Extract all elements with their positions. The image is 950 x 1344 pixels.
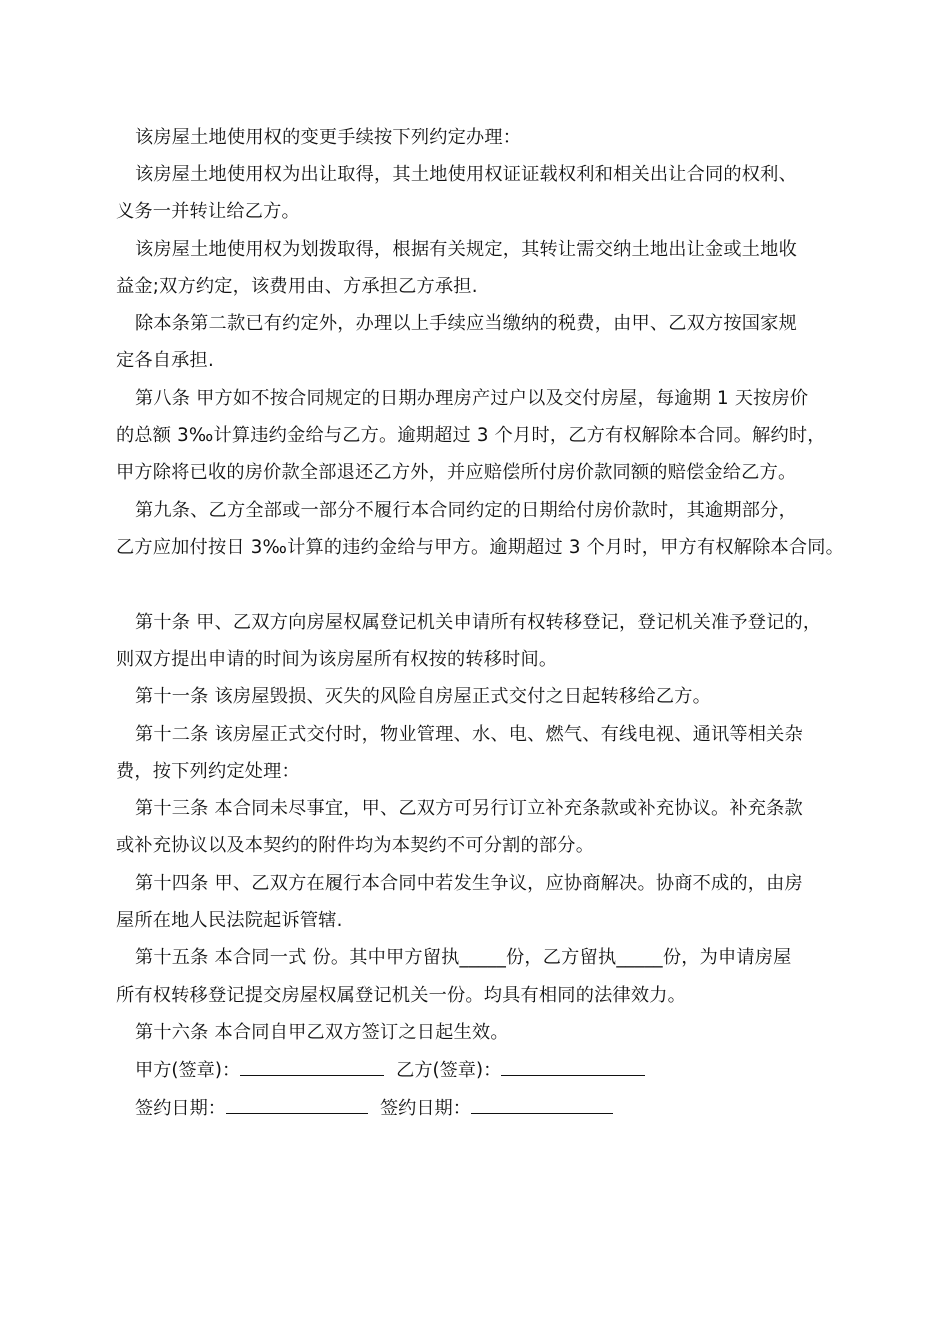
paragraph-line: 除本条第二款已有约定外，办理以上手续应当缴纳的税费，由甲、乙双方按国家规 — [135, 313, 797, 334]
paragraph-line: 定各自承担. — [116, 350, 214, 371]
article-14-line: 第十四条 甲、乙双方在履行本合同中若发生争议，应协商解决。协商不成的，由房 — [135, 873, 803, 894]
party-a-signature-label: 甲方(签章)： — [135, 1060, 241, 1081]
article-16-line: 第十六条 本合同自甲乙双方签订之日起生效。 — [135, 1022, 509, 1043]
article-15-line: 所有权转移登记提交房屋权属登记机关一份。均具有相同的法律效力。 — [116, 985, 687, 1006]
article-10-line: 则双方提出申请的时间为该房屋所有权按的转移时间。 — [116, 649, 558, 670]
party-b-date-blank — [471, 1097, 613, 1114]
party-b-signature-label: 乙方(签章)： — [396, 1060, 502, 1081]
article-9-line: 第九条、乙方全部或一部分不履行本合同约定的日期给付房价款时，其逾期部分， — [135, 500, 797, 521]
article-8-line: 的总额 3‰计算违约金给与乙方。逾期超过 3 个月时，乙方有权解除本合同。解约时， — [116, 425, 826, 446]
article-10-line: 第十条 甲、乙双方向房屋权属登记机关申请所有权转移登记，登记机关准予登记的， — [135, 612, 822, 633]
party-a-date-blank — [226, 1097, 368, 1114]
party-signature-row — [135, 1059, 645, 1082]
article-8-line: 甲方除将已收的房价款全部退还乙方外，并应赔偿所付房价款同额的赔偿金给乙方。 — [116, 462, 797, 483]
party-b-date-label: 签约日期： — [379, 1098, 471, 1119]
article-15-line: 第十五条 本合同一式 份。其中甲方留执_____份，乙方留执_____份，为申请房屋 — [135, 947, 792, 968]
party-b-signature-blank — [501, 1059, 645, 1076]
paragraph-line: 该房屋土地使用权的变更手续按下列约定办理： — [135, 127, 522, 148]
article-14-line: 屋所在地人民法院起诉管辖. — [116, 910, 343, 931]
paragraph-line: 义务一并转让给乙方。 — [116, 201, 300, 222]
paragraph-line: 益金;双方约定，该费用由、方承担乙方承担. — [116, 276, 478, 297]
article-13-line: 第十三条 本合同未尽事宜，甲、乙双方可另行订立补充条款或补充协议。补充条款 — [135, 798, 803, 819]
date-signature-row — [135, 1097, 613, 1120]
article-8-line: 第八条 甲方如不按合同规定的日期办理房产过户以及交付房屋，每逾期 1 天按房价 — [135, 388, 809, 409]
article-12-line: 费，按下列约定处理： — [116, 761, 300, 782]
article-9-line: 乙方应加付按日 3‰计算的违约金给与甲方。逾期超过 3 个月时，甲方有权解除本合同。 — [116, 537, 845, 558]
paragraph-line: 该房屋土地使用权为出让取得，其土地使用权证证载权利和相关出让合同的权利、 — [135, 164, 797, 185]
party-a-signature-blank — [240, 1059, 384, 1076]
paragraph-line: 该房屋土地使用权为划拨取得，根据有关规定，其转让需交纳土地出让金或土地收 — [135, 239, 797, 260]
article-13-line: 或补充协议以及本契约的附件均为本契约不可分割的部分。 — [116, 835, 595, 856]
article-11-line: 第十一条 该房屋毁损、灭失的风险自房屋正式交付之日起转移给乙方。 — [135, 686, 711, 707]
article-12-line: 第十二条 该房屋正式交付时，物业管理、水、电、燃气、有线电视、通讯等相关杂 — [135, 724, 803, 745]
party-a-date-label: 签约日期： — [135, 1098, 226, 1119]
